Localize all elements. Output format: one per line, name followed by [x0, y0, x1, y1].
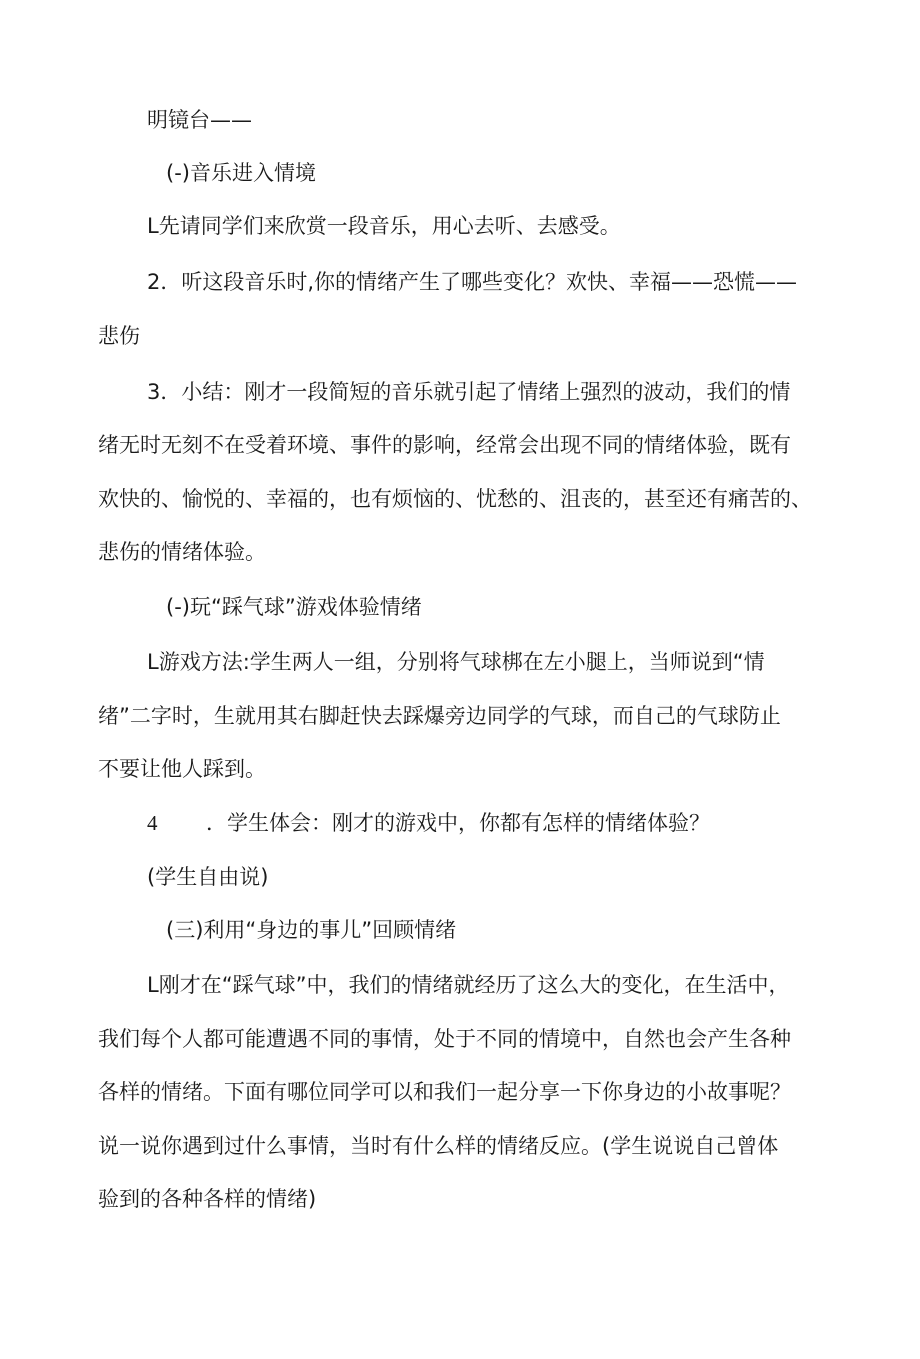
text-line: 欢快的、愉悦的、幸福的，也有烦恼的、忧愁的、沮丧的，甚至还有痛苦的、	[98, 487, 812, 511]
text-line: 不要让他人踩到。	[98, 757, 266, 781]
text-line: 绪”二字时，生就用其右脚赶快去踩爆旁边同学的气球，而自己的气球防止	[98, 704, 781, 728]
text-line: (学生自由说)	[147, 865, 269, 889]
section-heading: (-)玩“踩气球”游戏体验情绪	[166, 595, 422, 619]
text-line: 说一说你遇到过什么事情，当时有什么样的情绪反应。(学生说说自己曾体	[98, 1134, 779, 1158]
text-line: 我们每个人都可能遭遇不同的事情，处于不同的情境中，自然也会产生各种	[98, 1027, 791, 1051]
text-line: ．学生体会：刚才的游戏中，你都有怎样的情绪体验？	[206, 811, 710, 835]
text-line: 验到的各种各样的情绪)	[98, 1187, 317, 1211]
text-line: L游戏方法:学生两人一组，分别将气球梆在左小腿上，当师说到“情	[147, 650, 765, 674]
text-line: L刚才在“踩气球”中，我们的情绪就经历了这么大的变化，在生活中，	[147, 973, 790, 997]
section-heading: (-)音乐进入情境	[166, 161, 316, 185]
list-number: 4	[147, 811, 158, 835]
text-line: 2．听这段音乐时,你的情绪产生了哪些变化？欢快、幸福——恐慌——	[147, 270, 798, 294]
text-line: L先请同学们来欣赏一段音乐，用心去听、去感受。	[147, 214, 621, 238]
text-line: 3．小结：刚才一段简短的音乐就引起了情绪上强烈的波动，我们的情	[147, 380, 791, 404]
text-line: 悲伤的情绪体验。	[98, 540, 266, 564]
text-line: 绪无时无刻不在受着环境、事件的影响，经常会出现不同的情绪体验，既有	[98, 433, 791, 457]
text-line: 各样的情绪。下面有哪位同学可以和我们一起分享一下你身边的小故事呢？	[98, 1080, 791, 1104]
text-line: 悲伤	[98, 324, 140, 348]
section-heading: (三)利用“身边的事儿”回顾情绪	[166, 918, 457, 942]
text-line: 明镜台——	[147, 108, 252, 132]
